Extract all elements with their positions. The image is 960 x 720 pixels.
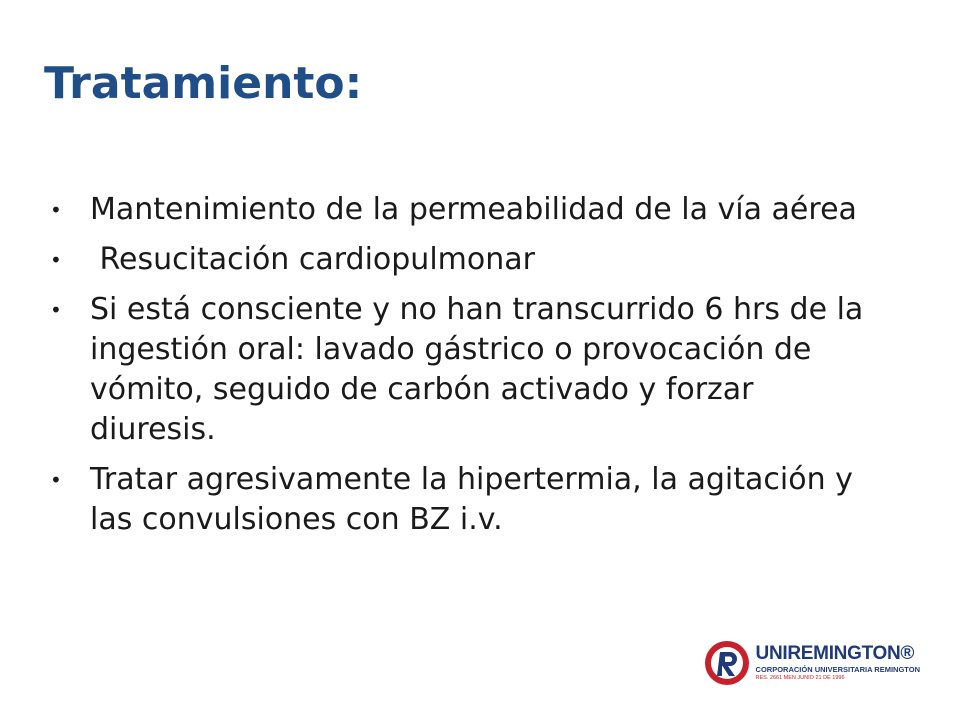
uniremington-logo	[704, 640, 920, 686]
logo-subtitle: CORPORACIÓN UNIVERSITARIA REMINGTON	[755, 665, 920, 675]
bullet-list	[44, 190, 884, 550]
bullet-icon: •	[50, 298, 62, 322]
bullet-icon: •	[50, 468, 62, 492]
bullet-item	[44, 460, 884, 540]
bullet-item	[44, 190, 884, 230]
bullet-text: Tratar agresivamente la hipertermia, la agitación y las convulsiones con BZ i.v.	[90, 462, 853, 537]
remington-r-logo-icon	[704, 640, 750, 686]
bullet-text: Mantenimiento de la permeabilidad de la vía aérea	[90, 192, 857, 227]
bullet-icon: •	[50, 198, 62, 222]
logo-name: UNIREMINGTON®	[755, 643, 915, 665]
logo-text-block	[756, 644, 920, 681]
logo-resolution: RES. 2661 MEN JUNIO 21 DE 1996	[755, 675, 845, 682]
bullet-item	[44, 240, 884, 280]
bullet-text: Si está consciente y no han transcurrido 6 hrs de la ingestión oral: lavado gástrico o provocación de vómito, seguido de carbón activado y forzar diuresis.	[90, 292, 864, 447]
bullet-text: Resucitación cardiopulmonar	[90, 242, 535, 277]
bullet-item	[44, 290, 884, 450]
slide-title: Tratamiento:	[44, 58, 363, 109]
bullet-icon: •	[50, 248, 62, 272]
